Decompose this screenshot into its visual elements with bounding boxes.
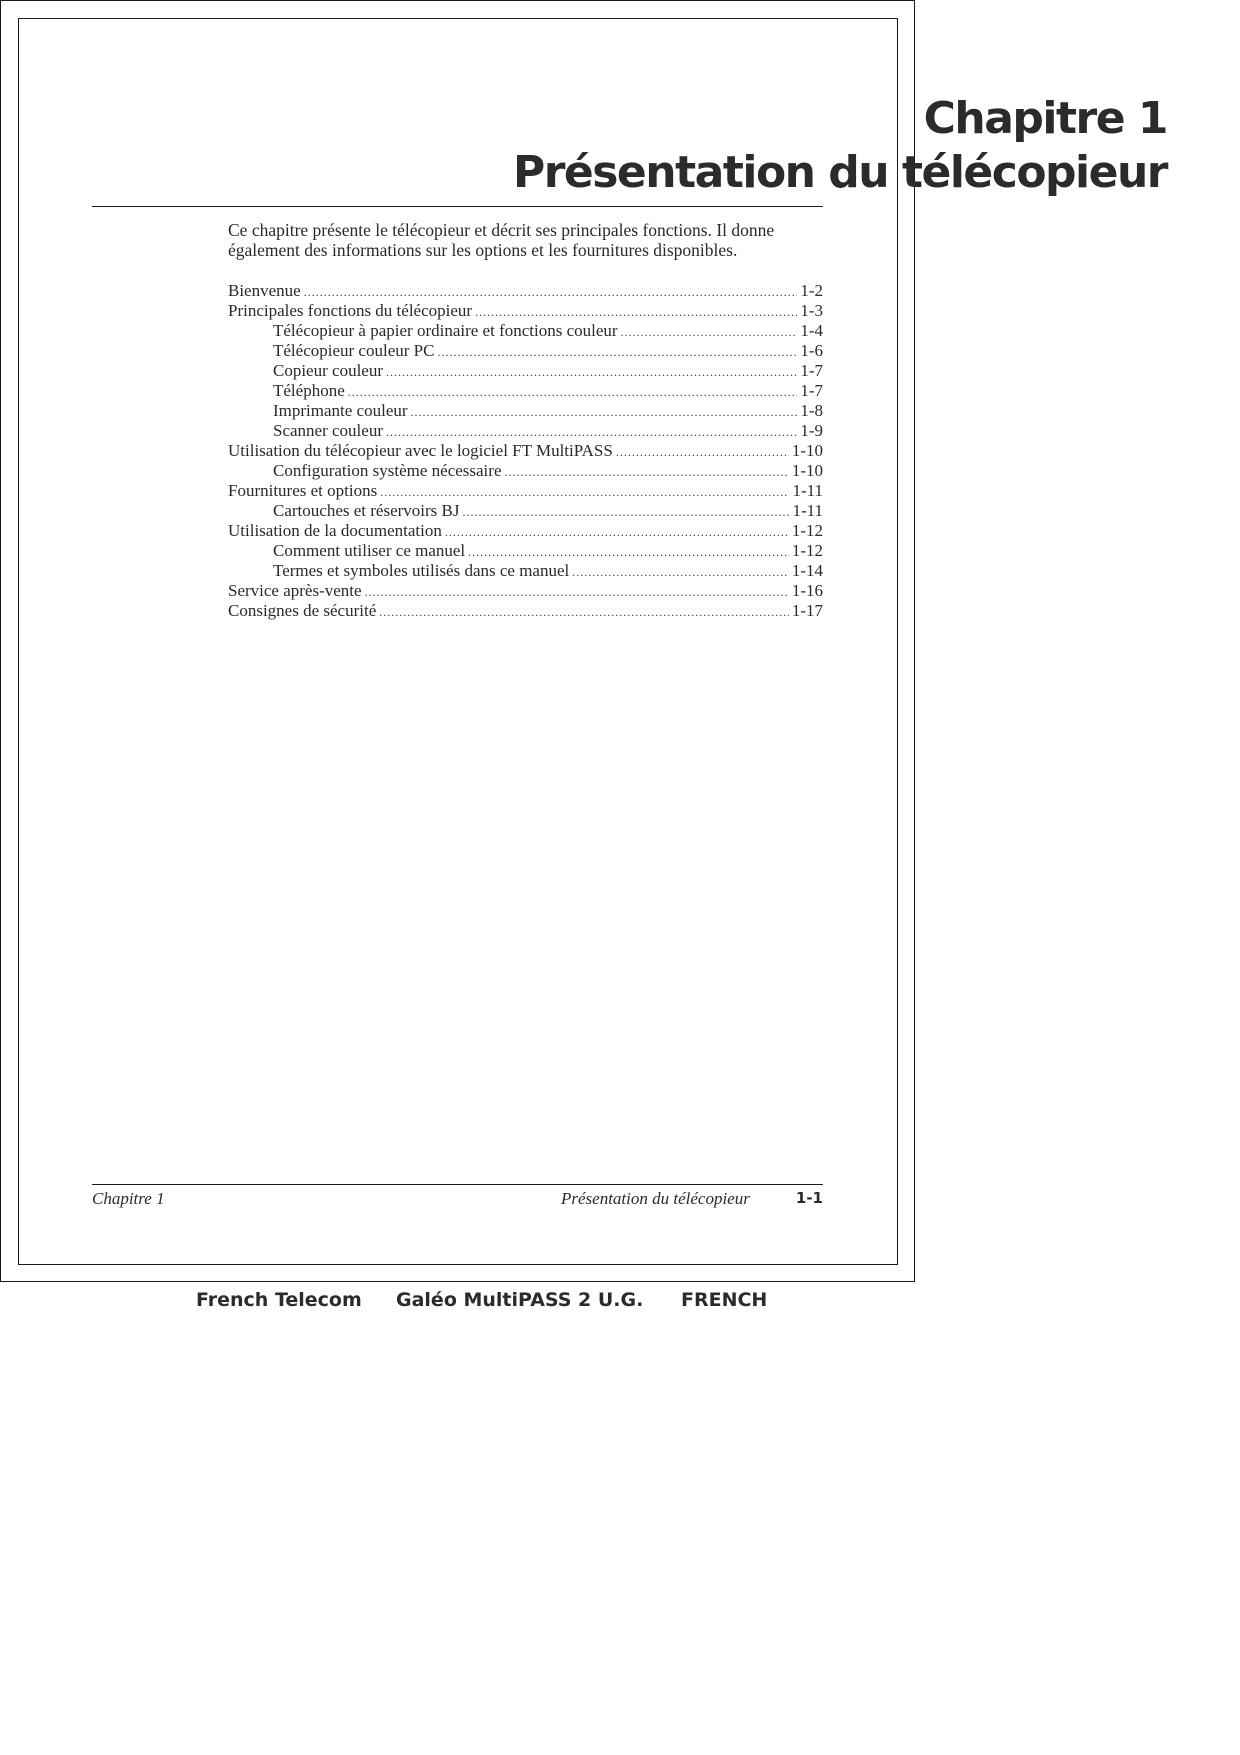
toc-leader-dots — [379, 602, 789, 622]
toc-leader-dots — [468, 542, 789, 562]
toc-entry-page: 1-10 — [791, 461, 823, 480]
intro-line: également des informations sur les options et les fournitures disponibles. — [228, 240, 738, 260]
toc-entry-page: 1-11 — [792, 481, 823, 500]
toc-leader-dots — [475, 302, 797, 322]
toc-leader-dots — [616, 442, 789, 462]
toc-entry — [228, 501, 823, 521]
toc-entry-label: Téléphone — [273, 381, 345, 400]
caption-product: Galéo MultiPASS 2 U.G. — [396, 1289, 644, 1311]
toc-entry-label: Utilisation du télécopieur avec le logiciel FT MultiPASS — [228, 441, 613, 460]
toc-entry-page: 1-4 — [800, 321, 823, 340]
toc-entry — [228, 521, 823, 541]
toc-entry — [228, 441, 823, 461]
table-of-contents — [228, 281, 823, 621]
toc-entry — [228, 361, 823, 381]
toc-leader-dots — [505, 462, 789, 482]
toc-entry — [228, 401, 823, 421]
chapter-heading — [513, 92, 1167, 200]
toc-entry — [228, 381, 823, 401]
toc-entry-label: Configuration système nécessaire — [273, 461, 502, 480]
toc-entry-page: 1-6 — [800, 341, 823, 360]
toc-entry-label: Télécopieur à papier ordinaire et fonctions couleur — [273, 321, 618, 340]
toc-entry-label: Bienvenue — [228, 281, 301, 300]
toc-entry-page: 1-14 — [791, 561, 823, 580]
toc-entry-page: 1-11 — [792, 501, 823, 520]
toc-leader-dots — [386, 362, 797, 382]
toc-entry-page: 1-2 — [800, 281, 823, 300]
chapter-intro — [228, 220, 828, 260]
footer-chapter: Chapitre 1 — [92, 1189, 165, 1208]
chapter-number: Chapitre 1 — [923, 93, 1167, 144]
toc-entry-page: 1-7 — [800, 381, 823, 400]
toc-entry-page: 1-12 — [791, 541, 823, 560]
toc-entry — [228, 461, 823, 481]
toc-leader-dots — [348, 382, 798, 402]
toc-entry-label: Cartouches et réservoirs BJ — [273, 501, 460, 520]
toc-entry-label: Scanner couleur — [273, 421, 383, 440]
toc-leader-dots — [380, 482, 789, 502]
footer-title: Présentation du télécopieur — [561, 1189, 750, 1208]
toc-entry-label: Copieur couleur — [273, 361, 383, 380]
toc-entry-label: Termes et symboles utilisés dans ce manuel — [273, 561, 570, 580]
toc-entry-page: 1-3 — [800, 301, 823, 320]
toc-entry-page: 1-10 — [791, 441, 823, 460]
toc-entry-page: 1-17 — [791, 601, 823, 620]
toc-leader-dots — [572, 562, 789, 582]
toc-entry — [228, 481, 823, 501]
footer-page-number: 1-1 — [795, 1189, 823, 1207]
toc-entry-label: Télécopieur couleur PC — [273, 341, 435, 360]
toc-entry — [228, 421, 823, 441]
toc-entry — [228, 301, 823, 321]
toc-entry — [228, 541, 823, 561]
toc-entry-page: 1-9 — [800, 421, 823, 440]
toc-leader-dots — [462, 502, 789, 522]
toc-leader-dots — [445, 522, 789, 542]
toc-entry — [228, 281, 823, 301]
toc-entry — [228, 341, 823, 361]
toc-entry — [228, 321, 823, 341]
toc-entry-label: Principales fonctions du télécopieur — [228, 301, 473, 320]
toc-entry-label: Utilisation de la documentation — [228, 521, 442, 540]
toc-leader-dots — [437, 342, 797, 362]
toc-leader-dots — [365, 582, 789, 602]
toc-entry — [228, 561, 823, 581]
toc-entry-page: 1-8 — [800, 401, 823, 420]
toc-entry-label: Imprimante couleur — [273, 401, 408, 420]
toc-leader-dots — [411, 402, 798, 422]
toc-entry-label: Comment utiliser ce manuel — [273, 541, 466, 560]
caption-company: French Telecom — [196, 1289, 362, 1311]
toc-entry-page: 1-7 — [800, 361, 823, 380]
footer-divider — [92, 1184, 823, 1185]
toc-entry-label: Service après-vente — [228, 581, 362, 600]
heading-divider — [92, 206, 823, 207]
intro-line: Ce chapitre présente le télécopieur et décrit ses principales fonctions. Il donne — [228, 220, 775, 240]
toc-leader-dots — [304, 282, 798, 302]
toc-entry — [228, 581, 823, 601]
toc-entry — [228, 601, 823, 621]
toc-entry-page: 1-12 — [791, 521, 823, 540]
toc-leader-dots — [386, 422, 797, 442]
toc-entry-page: 1-16 — [791, 581, 823, 600]
toc-entry-label: Consignes de sécurité — [228, 601, 377, 620]
chapter-title: Présentation du télécopieur — [512, 147, 1167, 198]
toc-leader-dots — [621, 322, 798, 342]
toc-entry-label: Fournitures et options — [228, 481, 378, 500]
caption-language: FRENCH — [681, 1289, 768, 1311]
